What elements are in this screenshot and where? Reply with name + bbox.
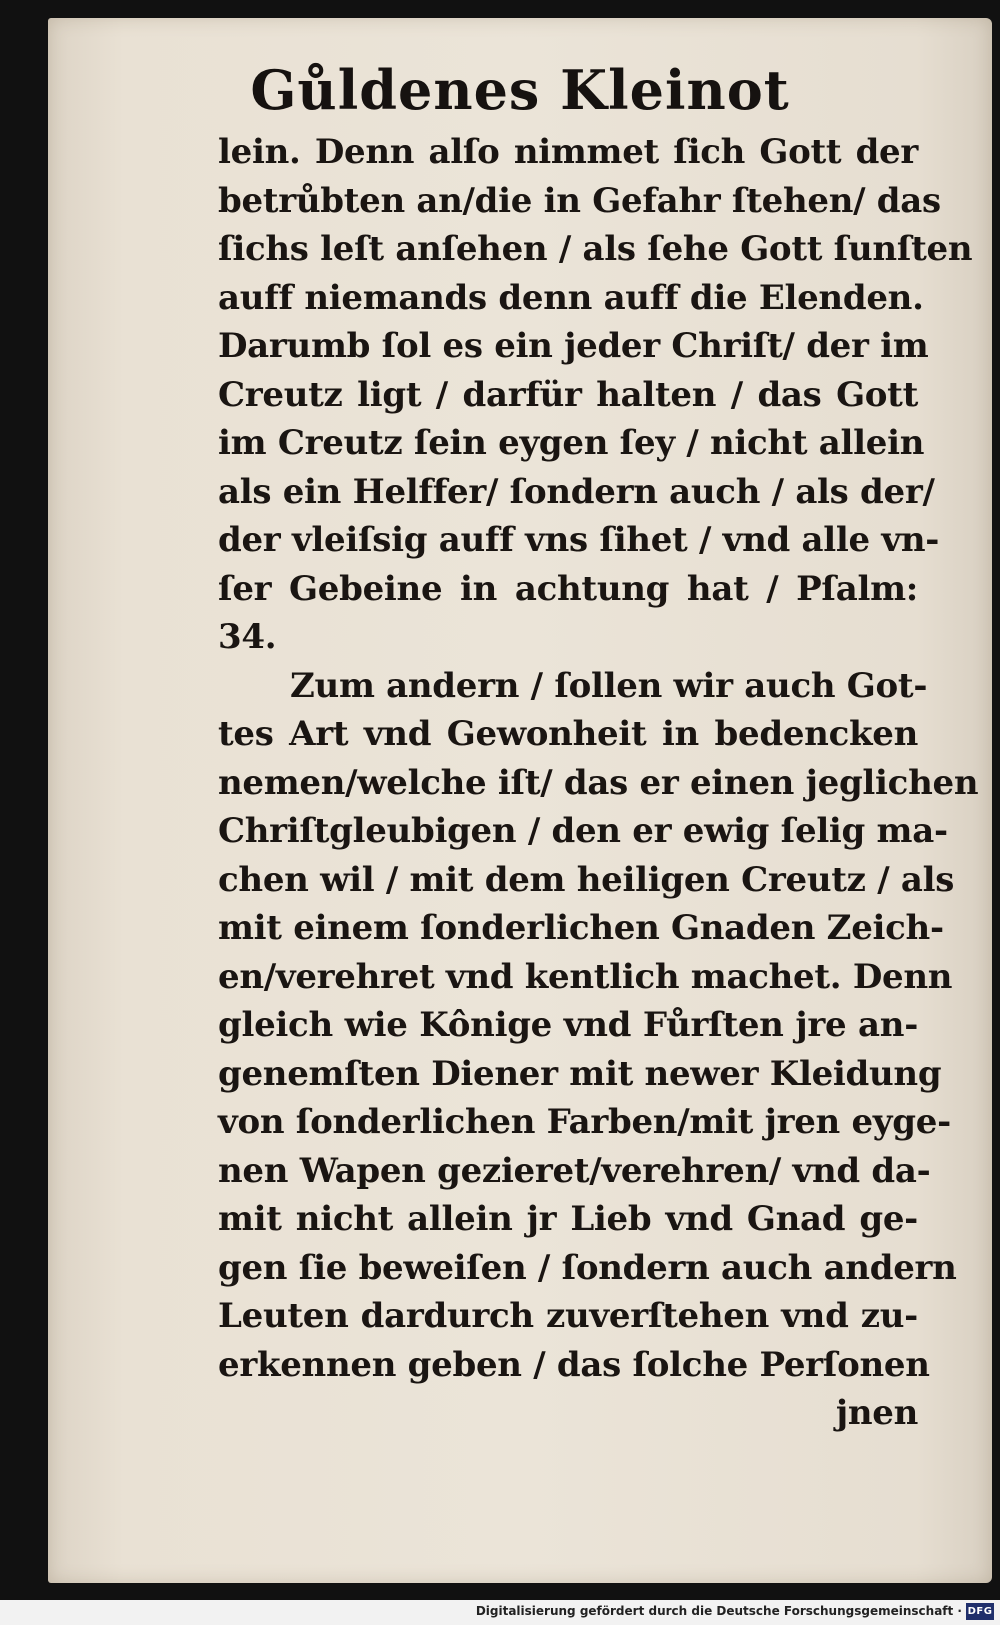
text-line: erkennen geben / das ſolche Perſonen xyxy=(218,1344,930,1385)
text-line: Darumb ſol es ein jeder Chriſt/ der im xyxy=(218,326,929,366)
text-line: von ſonderlichen Farben/mit jren eyge- xyxy=(218,1102,951,1142)
text-line: Creutz ligt / darfür halten / das Gott xyxy=(218,374,918,415)
text-line: der vleiſsig auff vns ſihet / vnd alle vn- xyxy=(218,520,940,560)
text-line: mit einem ſonderlichen Gnaden Zeich- xyxy=(218,908,944,948)
text-line: im Creutz ſein eygen ſey / nicht allein xyxy=(218,423,925,463)
text-line: tes Art vnd Gewonheit in bedencken xyxy=(218,714,918,754)
text-line: mit nicht allein jr Lieb vnd Gnad ge- xyxy=(218,1199,918,1239)
text-line: Leuten dardurch zuverſtehen vnd zu- xyxy=(218,1296,918,1336)
text-line: ſichs leſt anſehen / als ſehe Gott ſunſten xyxy=(218,229,973,269)
text-line: gleich wie Kônige vnd Fůrſten jre an- xyxy=(218,1005,918,1045)
text-line: genemſten Diener mit newer Kleidung xyxy=(218,1053,942,1094)
text-line: Zum andern / ſollen wir auch Got- xyxy=(290,665,928,706)
book-page xyxy=(48,18,992,1583)
text-line: lein. Denn alſo nimmet ſich Gott der xyxy=(218,132,918,172)
text-line: nemen/welche iſt/ das er einen jeglichen xyxy=(218,762,979,803)
text-line: betrůbten an/die in Gefahr ſtehen/ das xyxy=(218,180,941,221)
running-head: Gůldenes Kleinot xyxy=(250,58,790,122)
text-line: en/verehret vnd kentlich machet. Denn xyxy=(218,956,953,997)
text-line: auff niemands denn auff die Elenden. xyxy=(218,277,924,318)
text-line: nen Wapen gezieret/verehren/ vnd da- xyxy=(218,1150,931,1191)
footer-bar xyxy=(0,1600,1000,1625)
body-text xyxy=(218,128,979,1438)
text-line: Chriſtgleubigen / den er ewig ſelig ma- xyxy=(218,811,948,851)
text-line: ſer Gebeine in achtung hat / Pſalm: xyxy=(218,568,918,609)
digitization-credit: Digitalisierung gefördert durch die Deutsche Forschungsgemeinschaft · xyxy=(475,1604,962,1618)
text-line: 34. xyxy=(218,617,277,657)
text-line: chen wil / mit dem heiligen Creutz / als xyxy=(218,859,955,900)
text-line: als ein Helffer/ ſondern auch / als der/ xyxy=(218,471,935,512)
text-line: gen ſie beweiſen / ſondern auch andern xyxy=(218,1247,957,1288)
dfg-logo-icon: DFG xyxy=(966,1603,994,1620)
catchword: jnen xyxy=(835,1393,918,1433)
